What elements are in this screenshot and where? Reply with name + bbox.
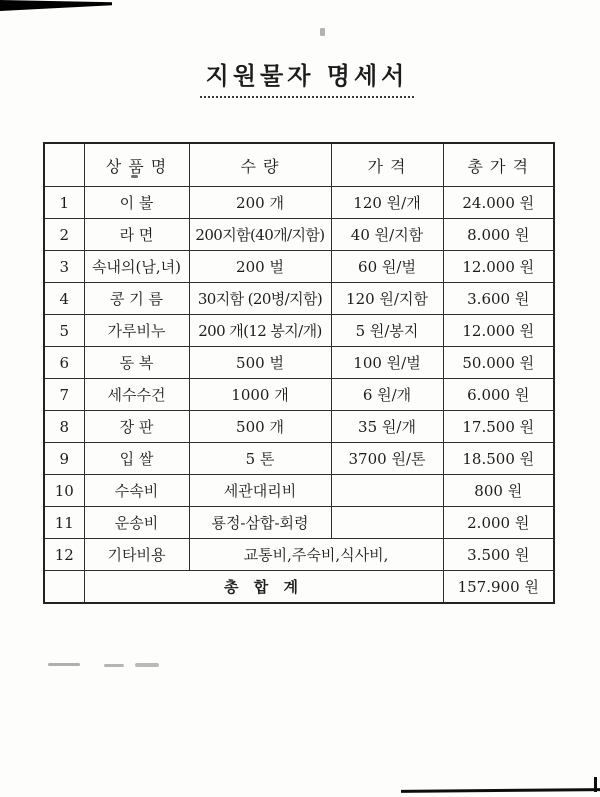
quantity: 1000 개: [189, 379, 331, 411]
row-no: 4: [44, 283, 84, 315]
product-name: 입 쌀: [84, 443, 189, 475]
table-row: [44, 475, 554, 507]
scan-artifact-smudge: [320, 28, 325, 36]
table-row: [44, 347, 554, 379]
table-row: [44, 283, 554, 315]
quantity: 5 톤: [189, 443, 331, 475]
table-row: [44, 219, 554, 251]
unit-price: [331, 475, 443, 507]
unit-price: 3700 원/톤: [331, 443, 443, 475]
quantity: 200 개: [189, 187, 331, 219]
row-no: 11: [44, 507, 84, 539]
unit-price: 35 원/개: [331, 411, 443, 443]
table-row: [44, 251, 554, 283]
product-name: 운송비: [84, 507, 189, 539]
total-price: 50.000 원: [443, 347, 554, 379]
unit-price: 120 원/개: [331, 187, 443, 219]
table-row: [44, 539, 554, 571]
row-no: 2: [44, 219, 84, 251]
header-quantity: 수 량: [189, 143, 331, 187]
row-no: 9: [44, 443, 84, 475]
row-no: 1: [44, 187, 84, 219]
product-name: 콩 기 름: [84, 283, 189, 315]
table-row: [44, 443, 554, 475]
table-header-row: [44, 143, 554, 187]
total-price: 2.000 원: [443, 507, 554, 539]
unit-price: 100 원/벌: [331, 347, 443, 379]
quantity: 30지함 (20병/지함): [189, 283, 331, 315]
row-no: 6: [44, 347, 84, 379]
unit-price: 40 원/지함: [331, 219, 443, 251]
header-no: [44, 143, 84, 187]
quantity: 200 개(12 봉지/개): [189, 315, 331, 347]
header-price: 가 격: [331, 143, 443, 187]
grand-total-label: 총 합 계: [84, 571, 443, 604]
product-name: 동 복: [84, 347, 189, 379]
product-name: 장 판: [84, 411, 189, 443]
page-title: 지원물자 명세서: [200, 56, 415, 98]
grand-total-price: 157.900 원: [443, 571, 554, 604]
header-total-price: 총 가 격: [443, 143, 554, 187]
row-no: 7: [44, 379, 84, 411]
total-price: 12.000 원: [443, 251, 554, 283]
row-no: 5: [44, 315, 84, 347]
product-name: 수속비: [84, 475, 189, 507]
total-price: 3.500 원: [443, 539, 554, 571]
row-no: 3: [44, 251, 84, 283]
quantity: 200지함(40개/지함): [189, 219, 331, 251]
row-no: [44, 571, 84, 604]
scan-artifact-smudge: [104, 664, 124, 667]
unit-price: 120 원/지함: [331, 283, 443, 315]
quantity: 룡정-삼합-회령: [189, 507, 331, 539]
row-no: 10: [44, 475, 84, 507]
quantity: 500 개: [189, 411, 331, 443]
scan-artifact-smudge: [48, 663, 80, 666]
total-price: 3.600 원: [443, 283, 554, 315]
table-row: [44, 411, 554, 443]
total-price: 800 원: [443, 475, 554, 507]
product-name: 속내의(남,녀): [84, 251, 189, 283]
quantity: 200 벌: [189, 251, 331, 283]
table-row: [44, 379, 554, 411]
product-name: 가루비누: [84, 315, 189, 347]
total-price: 18.500 원: [443, 443, 554, 475]
unit-price: 6 원/개: [331, 379, 443, 411]
total-price: 6.000 원: [443, 379, 554, 411]
product-name: 라 면: [84, 219, 189, 251]
supplies-table: [43, 142, 555, 604]
quantity: 500 벌: [189, 347, 331, 379]
header-product-name: 상 품 명: [84, 143, 189, 187]
product-name: 세수수건: [84, 379, 189, 411]
row-no: 12: [44, 539, 84, 571]
title-area: [0, 56, 600, 98]
table-row: [44, 507, 554, 539]
product-name: 기타비용: [84, 539, 189, 571]
unit-price: 60 원/벌: [331, 251, 443, 283]
total-price: 17.500 원: [443, 411, 554, 443]
row-no: 8: [44, 411, 84, 443]
unit-price: [331, 507, 443, 539]
total-price: 12.000 원: [443, 315, 554, 347]
scan-artifact-page-edge: [401, 788, 600, 793]
scan-artifact-smudge: [135, 663, 159, 667]
unit-price: 5 원/봉지: [331, 315, 443, 347]
table-row: [44, 187, 554, 219]
total-price: 24.000 원: [443, 187, 554, 219]
quantity: 교통비,주숙비,식사비,: [189, 539, 443, 571]
product-name: 이 불: [84, 187, 189, 219]
table-row: [44, 315, 554, 347]
table-footer-row: [44, 571, 554, 604]
scan-artifact-page-edge: [594, 777, 597, 792]
scan-artifact-corner-wedge: [0, 0, 112, 11]
total-price: 8.000 원: [443, 219, 554, 251]
quantity: 세관대리비: [189, 475, 331, 507]
